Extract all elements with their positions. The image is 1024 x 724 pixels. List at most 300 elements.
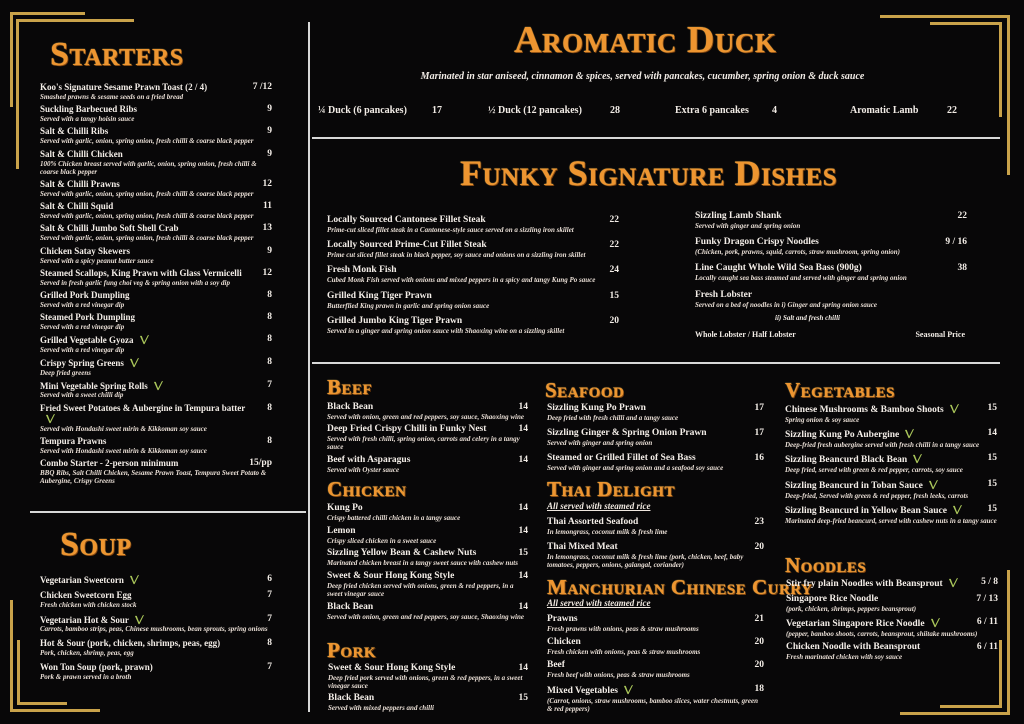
menu-item-name — [785, 428, 980, 441]
menu-item — [327, 316, 619, 335]
menu-item-price: 7 — [267, 590, 272, 600]
frame-corner — [10, 12, 13, 107]
menu-item-name-text: Beef — [547, 660, 565, 671]
frame-corner — [10, 600, 13, 712]
menu-item-description: Served with a spicy peanut butter sauce — [40, 256, 154, 265]
menu-item — [327, 291, 619, 310]
menu-item-name — [327, 240, 602, 251]
menu-item-description: Spring onion & soy sauce — [785, 416, 860, 424]
menu-item-name — [785, 453, 980, 466]
menu-item — [695, 237, 967, 256]
vegetables-list — [785, 403, 997, 529]
menu-item-price: 14 — [518, 602, 528, 613]
menu-item-price: 15 — [987, 403, 997, 413]
menu-item-name — [40, 126, 259, 137]
menu-item-price: 15/pp — [249, 457, 272, 468]
menu-item-name-text: Chicken Satay Skewers — [40, 245, 131, 256]
menu-item-description: Smashed prawns & sesame seeds on a fried bread — [40, 93, 184, 101]
menu-item-description: Fresh marinated chicken with soy sauce — [786, 653, 903, 662]
chicken-list — [327, 503, 528, 625]
menu-item-name-text: Sizzling Beancurd in Toban Sauce — [785, 480, 923, 491]
divider — [30, 511, 306, 513]
menu-item-name — [785, 504, 980, 517]
menu-item-description: (pork, chicken, shrimps, peppers beansprout) — [786, 605, 917, 613]
menu-item-description: Locally caught sea bass steamed and served with ginger and spring onion — [695, 274, 907, 283]
menu-item — [547, 637, 764, 656]
frame-corner — [17, 640, 20, 705]
menu-item — [327, 402, 528, 421]
menu-item-row — [328, 663, 528, 674]
frame-corner — [10, 709, 100, 712]
menu-item-row — [785, 428, 997, 441]
menu-item-description: (pepper, bamboo shoots, carrots, beansprout, shiitake mushrooms) — [786, 630, 978, 639]
menu-item-description: Marinated deep-fried beancurd, served with cashew nuts in a tangy sauce — [785, 516, 997, 525]
menu-item-name — [328, 693, 511, 704]
menu-item-name-text: Locally Sourced Prime-Cut Fillet Steak — [327, 240, 487, 251]
menu-item-name-text: Crispy Spring Greens — [40, 358, 124, 369]
menu-item-row — [547, 542, 764, 553]
vegetables-heading: Vegetables — [785, 378, 895, 402]
menu-item-name-text: Hot & Sour (pork, chicken, shrimps, peas, egg) — [40, 637, 221, 648]
menu-item-name — [547, 614, 747, 625]
vegetarian-icon — [949, 403, 960, 414]
menu-item — [40, 614, 272, 634]
menu-item — [547, 542, 764, 569]
menu-item-row — [40, 179, 272, 190]
starters-heading: Starters — [50, 36, 184, 73]
menu-item-price: 15 — [518, 693, 528, 704]
frame-corner — [1007, 15, 1010, 175]
frame-corner — [16, 19, 19, 169]
menu-item-row — [40, 201, 272, 212]
pork-heading: Pork — [327, 638, 376, 662]
frame-corner — [17, 702, 67, 705]
menu-item-name-text: Steamed Pork Dumpling — [40, 312, 136, 323]
menu-item-row — [40, 290, 272, 301]
menu-item-name-text: Prawns — [547, 614, 578, 624]
menu-item-price: 9 — [267, 104, 272, 115]
divider — [312, 137, 1000, 139]
menu-item — [40, 334, 272, 354]
menu-item-description: Served with a tangy hoisin sauce — [40, 115, 135, 124]
menu-item-name-text: Thai Mixed Meat — [547, 542, 618, 553]
menu-item-row — [40, 149, 272, 160]
menu-item-price: 14 — [518, 571, 528, 582]
menu-item-price: 7 — [267, 379, 272, 390]
menu-item-price: 9 — [267, 148, 272, 159]
menu-item-price: 8 — [267, 637, 272, 648]
menu-item-name — [40, 458, 241, 469]
menu-item-name-text: Vegetarian Hot & Sour — [40, 614, 129, 625]
menu-item — [40, 312, 272, 331]
frame-corner — [900, 712, 1010, 715]
menu-item — [327, 602, 528, 621]
duck-option-name: ¼ Duck (6 pancakes) — [318, 105, 407, 116]
menu-item-price: 24 — [609, 265, 619, 276]
menu-item-name-text: Funky Dragon Crispy Noodles — [695, 237, 819, 248]
menu-item-description: 100% Chicken breast served with garlic, onion, spring onion, fresh chilli & coarse black pepper — [40, 159, 257, 176]
menu-item-name — [40, 574, 259, 586]
menu-item-price: 15 — [987, 503, 997, 514]
menu-item-description: Marinated chicken breast in a tangy sweet sauce with cashew nuts — [327, 559, 518, 568]
menu-item-name-text: Grilled Vegetable Gyoza — [40, 335, 134, 346]
menu-item-name — [786, 577, 973, 590]
menu-item-price: 20 — [754, 660, 764, 671]
menu-item-name — [327, 503, 511, 514]
menu-item-row — [695, 290, 967, 301]
menu-item-description: Prime cut sliced fillet steak in black pepper, soy sauce and onions on a sizzling iron skillet — [327, 251, 586, 260]
menu-item — [327, 548, 528, 567]
menu-item-name-text: Grilled Jumbo King Tiger Prawn — [327, 315, 463, 326]
menu-item-price: 20 — [754, 637, 764, 648]
menu-item-description: Pork, chicken, shrimp, peas, egg — [40, 648, 134, 657]
frame-corner — [10, 12, 85, 15]
menu-item-name-text: Stir fry plain Noodles with Beansprout — [786, 579, 943, 589]
menu-item-row — [547, 403, 764, 414]
vegetarian-icon — [129, 574, 140, 585]
menu-item-row — [547, 428, 764, 439]
menu-item-name-text: Line Caught Whole Wild Sea Bass (900g) — [695, 263, 862, 274]
menu-item — [786, 617, 998, 638]
menu-item-price: 15 — [987, 453, 997, 464]
menu-item-description: Served with Hondashi sweet mirin & Kikkoman soy sauce — [40, 446, 207, 455]
menu-item-name — [327, 316, 602, 327]
menu-item-description: Fresh chicken with onions, peas & straw mushrooms — [547, 648, 701, 657]
menu-item-price: 9 — [267, 245, 272, 256]
menu-item-name — [695, 290, 967, 301]
duck-option-price: 17 — [432, 105, 442, 116]
menu-item-name-text: Salt & Chilli Squid — [40, 201, 114, 212]
menu-item-name-text: Salt & Chilli Chicken — [40, 148, 123, 159]
menu-item-name — [40, 662, 259, 673]
menu-item-row — [40, 638, 272, 649]
menu-item-row — [695, 211, 967, 222]
menu-item — [40, 590, 272, 609]
lobster-sizes: Whole Lobster / Half Lobster — [695, 329, 796, 339]
menu-item — [786, 594, 998, 613]
menu-item-name — [327, 291, 602, 302]
menu-item-price: 6 / 11 — [976, 642, 998, 653]
menu-item — [785, 479, 997, 500]
soup-list — [40, 574, 272, 685]
menu-item-row — [327, 548, 528, 559]
menu-item-description: Served with onion, green and red peppers, soy sauce, Shaoxing wine — [327, 613, 524, 622]
menu-item-description: Served with ginger and spring onion — [547, 439, 653, 448]
menu-item — [547, 614, 764, 633]
duck-option-name: Aromatic Lamb — [850, 105, 919, 116]
menu-item — [328, 663, 528, 690]
menu-item — [785, 504, 997, 525]
vegetarian-icon — [904, 428, 915, 439]
menu-item-price: 9 — [267, 126, 272, 137]
menu-item-name-text: Kung Po — [327, 503, 363, 513]
menu-item-row — [695, 237, 967, 248]
menu-item-row — [40, 312, 272, 323]
menu-item-row — [40, 82, 272, 93]
signature-list-left — [327, 215, 619, 341]
menu-item-price: 8 — [267, 290, 272, 301]
vegetarian-icon — [952, 504, 963, 515]
menu-item-name — [40, 201, 255, 212]
divider — [308, 22, 310, 712]
menu-item-price: 15 — [518, 548, 528, 559]
menu-item-price: 14 — [987, 428, 997, 439]
menu-item — [40, 246, 272, 265]
menu-item-name — [695, 263, 950, 274]
menu-item-name-text: Fried Sweet Potatoes & Aubergine in Tempura batter — [40, 402, 246, 413]
menu-item — [786, 642, 998, 661]
menu-item-name — [40, 268, 255, 279]
menu-item — [40, 126, 272, 145]
vegetarian-icon — [153, 380, 164, 391]
menu-item-name-text: Won Ton Soup (pork, prawn) — [40, 661, 153, 672]
menu-item-description: Served with Oyster sauce — [327, 465, 400, 474]
menu-item-price: 7 /12 — [252, 82, 272, 92]
menu-item-price: 8 — [267, 312, 272, 323]
menu-item-price: 7 / 13 — [976, 594, 998, 604]
menu-item-name-text: Black Bean — [328, 693, 375, 704]
menu-item — [40, 403, 272, 433]
vegetarian-icon — [623, 684, 634, 695]
menu-item-name-text: Beef with Asparagus — [327, 454, 411, 465]
menu-item-name-text: Sizzling Beancurd Black Bean — [785, 455, 908, 466]
menu-item — [695, 211, 967, 230]
menu-item-price: 20 — [609, 315, 619, 326]
menu-item-description: Deep fried greens — [40, 368, 91, 377]
menu-item-name — [327, 602, 511, 613]
frame-corner — [999, 22, 1002, 117]
pork-list — [328, 663, 528, 716]
vegetarian-icon — [134, 614, 145, 625]
signature-dishes-heading: Funky Signature Dishes — [460, 153, 838, 193]
menu-item-name-text: Salt & Chilli Ribs — [40, 126, 109, 137]
menu-item — [327, 240, 619, 259]
menu-item — [40, 104, 272, 123]
thai-delight-heading: Thai Delight — [547, 477, 675, 501]
menu-item — [327, 424, 528, 451]
menu-item-price: 14 — [518, 525, 528, 536]
menu-item-name — [40, 312, 259, 323]
menu-item-description: Fresh beef with onions, peas & straw mushrooms — [547, 671, 690, 680]
duck-option-price: 4 — [772, 105, 777, 116]
menu-item-name-text: Chicken — [547, 637, 581, 648]
menu-item-name-text: Tempura Prawns — [40, 435, 107, 446]
menu-item-price: 7 — [267, 613, 272, 624]
menu-item — [327, 571, 528, 598]
menu-item — [785, 428, 997, 449]
menu-item-price: 22 — [957, 211, 967, 221]
menu-item — [785, 453, 997, 474]
menu-item-row — [327, 402, 528, 413]
menu-item-row — [327, 503, 528, 514]
menu-item-name — [327, 526, 511, 537]
menu-item-price: 23 — [754, 517, 764, 527]
menu-item-description: Crispy sliced chicken in a sweet sauce — [327, 536, 437, 545]
menu-item — [40, 458, 272, 485]
section-note: All served with steamed rice — [547, 501, 651, 511]
lobster-row — [695, 330, 967, 339]
menu-item — [695, 263, 967, 282]
menu-item-name-text: Sizzling Ginger & Spring Onion Prawn — [547, 428, 707, 439]
divider — [312, 362, 1000, 364]
menu-item-name-text: Black Bean — [327, 602, 374, 613]
menu-item-name-text: Chinese Mushrooms & Bamboo Shoots — [785, 405, 944, 415]
menu-item-name-text: Chicken Noodle with Beansprout — [786, 642, 921, 653]
menu-item-name-text: Sizzling Kung Po Prawn — [547, 403, 646, 413]
menu-item — [40, 201, 272, 220]
vegetarian-icon — [948, 577, 959, 588]
menu-item — [327, 455, 528, 474]
menu-item-price: 12 — [262, 179, 272, 190]
menu-item-name-text: Suckling Barbecued Ribs — [40, 104, 138, 115]
menu-item-price: 14 — [518, 424, 528, 435]
vegetarian-icon — [930, 617, 941, 628]
menu-item-description: Carrots, bamboo strips, peas, Chinese mushrooms, bean sprouts, spring onions — [40, 625, 268, 634]
menu-item-description: Deep fried pork served with onions, green & red peppers, in a sweet vinegar sauce — [328, 674, 523, 691]
menu-item-price: 15 — [987, 478, 997, 489]
menu-item — [327, 265, 619, 284]
menu-item-name-text: Salt & Chilli Jumbo Soft Shell Crab — [40, 223, 179, 234]
menu-item-description: Served with garlic, onion, spring onion, fresh chilli & coarse black pepper — [40, 234, 254, 243]
menu-item-row — [547, 684, 764, 697]
menu-item-name-text: Combo Starter - 2-person minimum — [40, 457, 179, 468]
menu-item-row — [40, 614, 272, 626]
noodles-list — [786, 577, 998, 666]
chicken-heading: Chicken — [327, 477, 407, 501]
menu-item-description: Served with a red vinegar dip — [40, 301, 125, 310]
menu-item — [547, 684, 764, 713]
menu-item-name-text: Deep Fried Crispy Chilli in Funky Nest — [327, 424, 487, 435]
menu-item-name — [327, 265, 602, 276]
menu-item-name — [40, 590, 259, 601]
menu-item-row — [547, 637, 764, 648]
menu-item-name — [327, 424, 511, 435]
menu-item-row — [786, 594, 998, 605]
menu-item-row — [785, 453, 997, 466]
menu-item-name — [327, 571, 511, 582]
menu-item-name — [40, 357, 259, 369]
menu-item-name-text: Salt & Chilli Prawns — [40, 179, 120, 190]
menu-item-name — [327, 455, 511, 466]
starters-list — [40, 82, 272, 488]
menu-item-name — [786, 642, 969, 653]
menu-item-row — [785, 403, 997, 416]
menu-item-description: Served with ginger and spring onion — [695, 222, 801, 230]
menu-item-row — [40, 458, 272, 469]
menu-item-description: Fresh chicken with chicken stock — [40, 601, 137, 609]
frame-corner — [940, 705, 1002, 708]
menu-item-row — [327, 424, 528, 435]
menu-item-description: BBQ Ribs, Salt Chilli Chicken, Sesame Prawn Toast, Tempura Sweet Potato & Aubergine, Crispy Greens — [40, 468, 267, 486]
menu-item-name — [547, 637, 747, 648]
menu-item-price: 14 — [518, 454, 528, 465]
menu-item — [40, 638, 272, 657]
menu-item-name-text: Singapore Rice Noodle — [786, 594, 879, 604]
menu-item-name — [786, 617, 969, 630]
menu-item — [40, 436, 272, 455]
menu-item-description: In lemongrass, coconut milk & fresh lime — [547, 528, 668, 536]
menu-item-name-text: Vegetarian Sweetcorn — [40, 575, 124, 585]
menu-item — [547, 517, 764, 536]
menu-item-name-text: Sizzling Yellow Bean & Cashew Nuts — [327, 548, 477, 559]
menu-item-price: 8 — [267, 402, 272, 413]
menu-item-name-text: Mixed Vegetables — [547, 685, 618, 696]
menu-item-name — [40, 82, 245, 93]
thai-list — [547, 501, 764, 576]
menu-item-row — [40, 403, 272, 425]
menu-item-description: Served with a red vinegar dip — [40, 323, 125, 332]
menu-item-price: 20 — [754, 542, 764, 553]
menu-item-row — [40, 662, 272, 673]
menu-item-name-text: Koo's Signature Sesame Prawn Toast (2 / 4) — [40, 82, 208, 92]
menu-item-name-text: Sizzling Kung Po Aubergine — [785, 430, 900, 441]
menu-item — [40, 662, 272, 681]
menu-item-description: Served with Hondashi sweet mirin & Kikkoman soy sauce — [40, 424, 207, 433]
menu-item-name — [786, 594, 968, 605]
menu-item-description: Served in fresh garlic fung choi veg & spring onion with a soy dip — [40, 278, 230, 287]
vegetarian-icon — [928, 479, 939, 490]
aromatic-duck-heading: Aromatic Duck — [514, 19, 777, 61]
menu-item-description: Served in a ginger and spring onion sauce with Shaoxing wine on a sizzling skillet — [327, 326, 565, 335]
menu-item-description: Served with a sweet chilli dip — [40, 391, 124, 400]
menu-item-name-text: Steamed or Grilled Fillet of Sea Bass — [547, 453, 696, 464]
menu-item-price: 14 — [518, 663, 528, 673]
menu-item-name — [40, 290, 259, 301]
menu-item-price: 6 / 11 — [976, 617, 998, 628]
menu-item-name — [547, 428, 747, 439]
menu-item-price: 8 — [267, 334, 272, 345]
menu-item — [40, 179, 272, 198]
menu-item-name-text: Chicken Sweetcorn Egg — [40, 590, 132, 600]
menu-item-row — [786, 642, 998, 653]
lobster-option-2: ii) Salt and fresh chilli — [775, 313, 840, 322]
menu-item-row — [786, 617, 998, 630]
vegetarian-icon — [912, 453, 923, 464]
menu-item-name-text: Sizzling Beancurd in Yellow Bean Sauce — [785, 505, 947, 516]
menu-item — [40, 82, 272, 101]
menu-item-description: Deep fried, served with green & red pepper, carrots, soy sauce — [785, 466, 963, 475]
menu-item — [40, 223, 272, 242]
menu-item-row — [327, 240, 619, 251]
menu-item-name — [327, 215, 602, 226]
menu-item-description: Served with garlic, onion, spring onion, fresh chilli & coarse black pepper — [40, 190, 254, 199]
menu-item-description: Served with ginger and spring onion and a seafood soy sauce — [547, 464, 724, 473]
menu-item-row — [547, 517, 764, 528]
menu-item-price: 22 — [609, 240, 619, 251]
menu-item-price: 17 — [754, 428, 764, 439]
menu-item-row — [327, 291, 619, 302]
menu-item-name-text: Grilled King Tiger Prawn — [327, 290, 432, 301]
menu-item — [547, 428, 764, 447]
menu-item-name — [547, 660, 747, 671]
menu-item-price: 14 — [518, 402, 528, 412]
frame-corner — [880, 15, 1010, 18]
menu-item-price: 16 — [754, 453, 764, 464]
menu-item-name — [547, 517, 747, 528]
vegetarian-icon — [139, 334, 150, 345]
menu-item-price: 15 — [609, 290, 619, 301]
menu-item-row — [40, 590, 272, 601]
menu-item-price: 22 — [609, 215, 619, 225]
duck-option-name: Extra 6 pancakes — [675, 105, 749, 116]
menu-item — [40, 380, 272, 400]
menu-item-name-text: Locally Sourced Cantonese Fillet Steak — [327, 215, 486, 225]
menu-item-name — [547, 403, 747, 414]
menu-item-name — [785, 479, 980, 492]
menu-item-name — [40, 638, 259, 649]
menu-item-name — [327, 548, 511, 559]
menu-item-row — [328, 693, 528, 704]
